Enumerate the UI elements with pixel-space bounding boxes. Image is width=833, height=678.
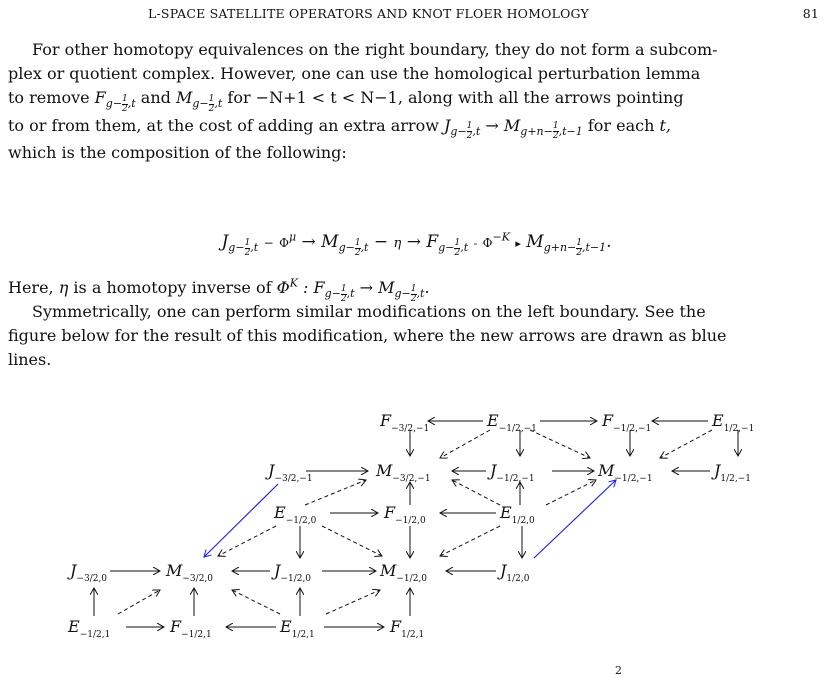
node-F-12-1 <box>389 617 424 640</box>
node-E-12-m1 <box>711 411 754 434</box>
dash-E-12-0-up-left <box>452 480 500 505</box>
dash-E-12-0-to-M-m12-0 <box>440 526 500 556</box>
node-M-m12-0 <box>379 561 427 584</box>
para1-line2: plex or quotient complex. However, one can use the homological perturbation lemma <box>8 64 701 83</box>
node-E-12-0 <box>499 503 535 526</box>
dash-E-m12-m1-to-M-m12 <box>530 430 590 458</box>
node-F-m12-m1 <box>601 411 651 434</box>
node-E-m12-0 <box>273 503 317 526</box>
para2-line1: Here, η is a homotopy inverse of $\Phi^K$ : $F_{g- \frac{1}{2} ,t} \to M_{g- \frac{1}{2} ,t}$. <box>8 276 430 304</box>
node-M-m12-m1 <box>597 461 653 484</box>
svg-text:E−1/2,0: $E_{-1/2,0}$ <box>274 503 317 526</box>
node-J-m32-0 <box>67 561 107 584</box>
svg-text:M−1/2,0: $M_{-1/2,0}$ <box>380 561 428 584</box>
svg-text:E−1/2,1: $E_{-1/2,1}$ <box>68 617 111 640</box>
svg-text:M−3/2,−1: $M_{-3/2,-1}$ <box>376 461 431 484</box>
blue-arrow-J-m32-m1-to-M-m32-0 <box>204 484 278 557</box>
dash-E-m12-0-to-M-m32-0 <box>218 526 276 556</box>
para1-line1: For other homotopy equivalences on the right boundary, they do not form a subcom- <box>32 40 718 59</box>
svg-text:E−1/2,−1: $E_{-1/2,-1}$ <box>487 411 537 434</box>
dash-E-m12-1-up <box>118 590 160 614</box>
node-M-m32-0 <box>165 561 213 584</box>
node-E-m12-1 <box>67 617 110 640</box>
blue-arrow-J-12-0-to-M-m12-m1 <box>534 480 616 558</box>
svg-text:J1/2,0: $J_{1/2,0}$ <box>500 561 530 584</box>
footer-mark: 2 <box>615 664 622 677</box>
dash-E-12-0-up-right <box>546 480 596 505</box>
para1-line3: to remove $F_{g- \frac{1}{2} ,t}$ and $M_{g- \frac{1}{2} ,t}$ for −N+1 < t < N−1, along with all the arrows pointing <box>8 88 684 114</box>
node-J-12-0 <box>497 561 530 584</box>
svg-text:J1/2,−1: $J_{1/2,-1}$ <box>714 461 752 484</box>
svg-text:E1/2,1: $E_{1/2,1}$ <box>280 617 315 640</box>
dash-E-m12-0-up <box>305 480 366 505</box>
dash-E-12-1-up-left <box>232 590 280 614</box>
running-title: L-SPACE SATELLITE OPERATORS AND KNOT FLOER HOMOLOGY <box>148 6 589 21</box>
node-F-m32-m1 <box>379 411 429 434</box>
dash-E-m12-m1-to-M-m32 <box>440 430 490 458</box>
node-J-m12-m1 <box>487 461 535 484</box>
svg-text:F1/2,1: $F_{1/2,1}$ <box>390 617 425 640</box>
para1-line5: which is the composition of the following: <box>8 143 347 163</box>
node-F-m12-1 <box>169 617 212 640</box>
page-number: 81 <box>802 6 819 21</box>
node-F-m12-0 <box>383 503 426 526</box>
dash-E-m12-0-to-M-m12-0 <box>322 526 382 556</box>
svg-text:F−1/2,1: $F_{-1/2,1}$ <box>170 617 212 640</box>
svg-text:F−3/2,−1: $F_{-3/2,-1}$ <box>380 411 430 434</box>
display-equation: $J_{g- \frac{1}{2} ,t} - \Phi^\mu \to M_{g- \frac{1}{2} ,t} - \eta \to F_{g- \frac{1}{2} ,t} - \Phi^{-K}$ ▸ $M_{g+n- \frac{1}{2} ,t-1}$. <box>221 230 612 258</box>
svg-text:M−1/2,−1: $M_{-1/2,-1}$ <box>598 461 653 484</box>
svg-text:E1/2,−1: $E_{1/2,-1}$ <box>712 411 755 434</box>
para3-line3: lines. <box>8 350 52 369</box>
svg-text:J−1/2,0: $J_{-1/2,0}$ <box>274 561 312 584</box>
para1-line4: to or from them, at the cost of adding an extra arrow $J_{g- \frac{1}{2} ,t} \to M_{g+n- \frac{1}{2} ,t-1}$ for each t, <box>8 115 671 142</box>
node-E-12-1 <box>279 617 315 640</box>
dash-E-12-m1-to-M-m12 <box>660 430 712 458</box>
svg-text:F−1/2,−1: $F_{-1/2,-1}$ <box>602 411 652 434</box>
svg-text:J−3/2,−1: $J_{-3/2,-1}$ <box>268 461 313 484</box>
dash-E-12-1-up-right <box>326 590 380 614</box>
node-M-m32-m1 <box>375 461 431 484</box>
para3-line2: figure below for the result of this modification, where the new arrows are drawn as blue <box>8 326 727 345</box>
svg-text:E1/2,0: $E_{1/2,0}$ <box>500 503 535 526</box>
svg-text:M−3/2,0: $M_{-3/2,0}$ <box>166 561 214 584</box>
node-J-12-m1 <box>711 461 751 484</box>
node-E-m12-m1 <box>486 411 537 434</box>
svg-text:J−3/2,0: $J_{-3/2,0}$ <box>70 561 108 584</box>
svg-text:F−1/2,0: $F_{-1/2,0}$ <box>384 503 426 526</box>
svg-text:J−1/2,−1: $J_{-1/2,-1}$ <box>490 461 535 484</box>
node-J-m12-0 <box>271 561 311 584</box>
node-J-m32-m1 <box>265 461 313 484</box>
para3-line1: Symmetrically, one can perform similar modifications on the left boundary. See the <box>32 302 706 321</box>
